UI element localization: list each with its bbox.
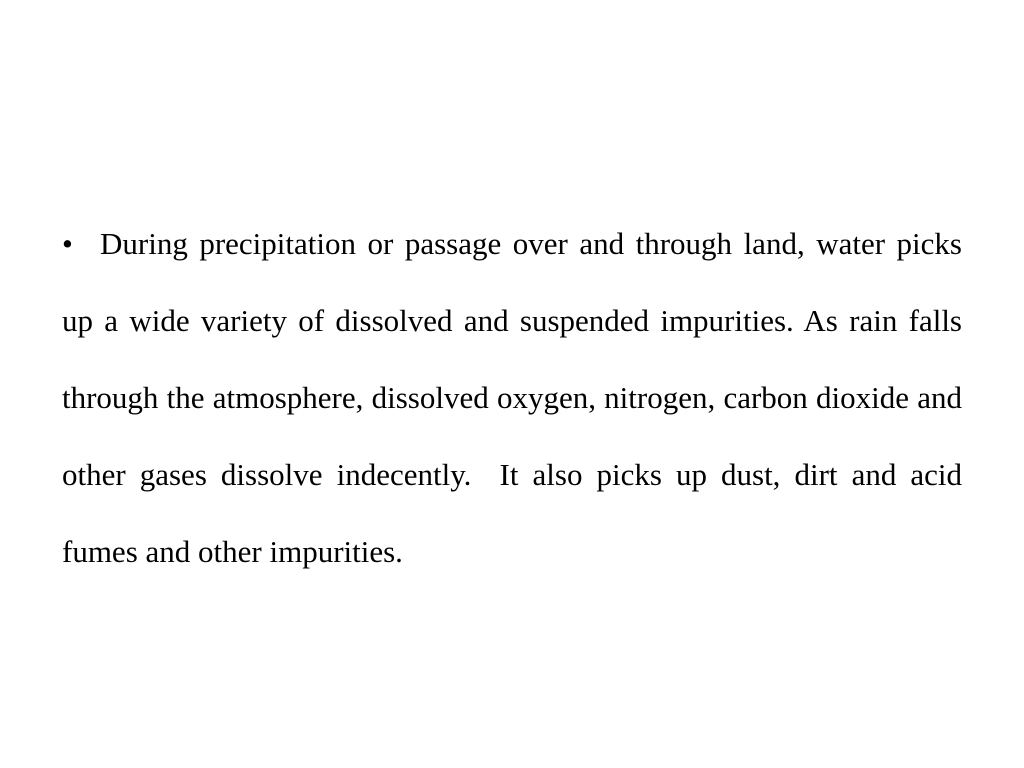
- paragraph-text: During precipitation or passage over and through land, water picks up a wide variety of dissolved and suspended impurities. As rain falls through the atmosphere, dissolved oxygen, nitrogen, carbon dioxide and other gases dissolve indecently. It also picks up dust, dirt and acid fumes and other impurities.: [62, 226, 970, 569]
- bullet-paragraph: [62, 205, 970, 590]
- bullet-icon: •: [62, 226, 73, 261]
